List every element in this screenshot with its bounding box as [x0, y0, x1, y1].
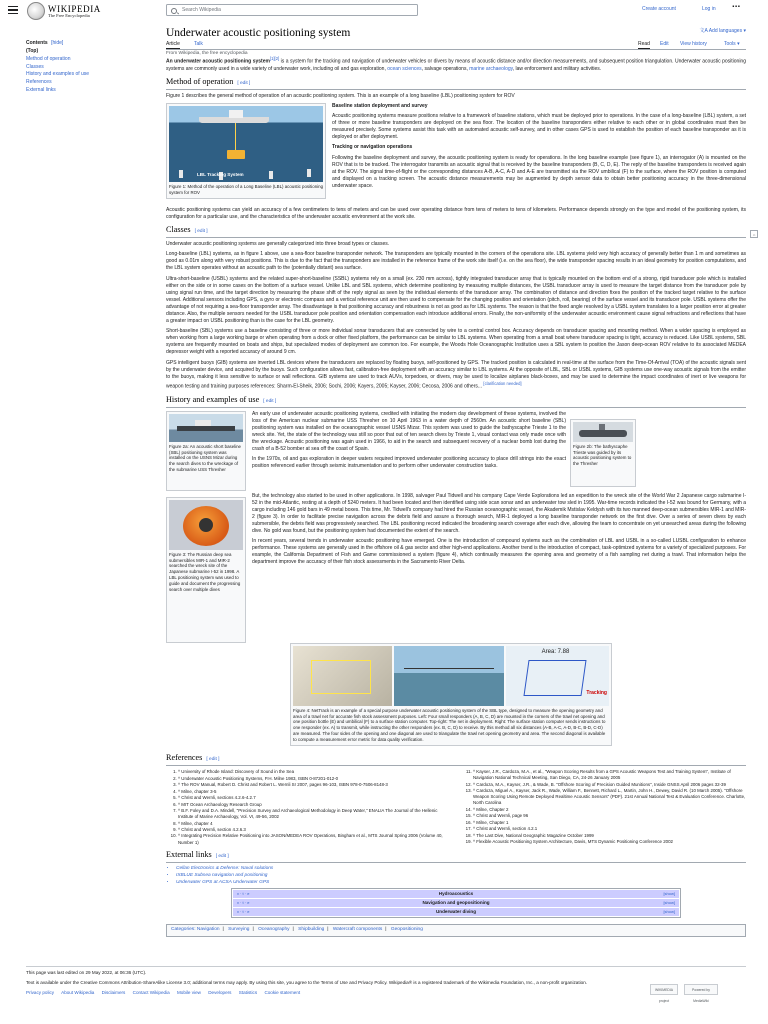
history-paragraph-2: In the 1970s, oil and gas exploration in deeper waters required improved underwater positioning accuracy to place drill strings into the exact position referenced earlier through seismic instrumentation and to perform other underwater construction tasks. — [252, 456, 566, 470]
navbox-title: Navigation and geopositioning — [422, 900, 490, 906]
history-col-1 — [252, 411, 566, 474]
footer-links — [26, 990, 746, 997]
reference-item: 5. ^ Christ and Wernli, sections 4.2.6-4.2.7 — [178, 795, 451, 801]
lead-text-2: , salvage operations, — [421, 65, 470, 72]
login-link[interactable]: Log in — [702, 6, 716, 12]
tab-talk[interactable]: Talk — [194, 41, 203, 47]
method-heading-text: Method of operation — [166, 76, 234, 86]
figure-3-image[interactable] — [169, 500, 243, 550]
expand-sidebar-icon[interactable]: ⇔ — [752, 232, 756, 237]
search-placeholder: Search Wikipedia — [182, 6, 221, 13]
search-input[interactable] — [166, 4, 418, 16]
reference-item: 17. ^ Christ and Wernli, section 4.2.1 — [473, 826, 746, 832]
footer-link[interactable]: About Wikipedia — [61, 990, 95, 996]
reference-item: 9. ^ Christ and Wernli, section 4.2.6.3 — [178, 827, 451, 833]
edit-section-link[interactable]: [ edit ] — [215, 854, 229, 860]
history-block — [166, 411, 746, 643]
history-heading-text: History and examples of use — [166, 394, 260, 404]
method-paragraph-4: Acoustic positioning systems can yield an accuracy of a few centimeters to tens of meters and can be used over operating distance from tens of meters to tens of kilometers. Performance depends strongly on the type and model of the positioning system, its configuration for a particular use, and the characteristics of the underwater acoustic environment at the work site. — [166, 206, 746, 221]
transponder-e — [307, 169, 311, 177]
footer-license: Text is available under the Creative Commons Attribution-ShareAlike License 3.0; additional terms may apply. By using this site, you agree to the Terms of Use and Privacy Policy. Wikipedia® is a registered trademark of the Wikimedia Foundation, Inc., a non-profit organization. — [26, 979, 588, 985]
figure-4-deploy-image[interactable] — [394, 646, 503, 706]
figure-1-image[interactable] — [169, 106, 323, 182]
reference-item: 6. ^ MIT Ocean Archaeology Research Group — [178, 802, 451, 808]
wikipedia-tagline: The Free Encyclopedia — [48, 13, 90, 18]
mir-viewport — [199, 518, 213, 532]
figure-1-caption: Figure 1: Method of the operation of a Long Baseline (LBL) acoustic positioning system for ROV — [169, 183, 324, 195]
external-heading-text: External links — [166, 850, 212, 860]
figure-2b-caption: Figure 2b: The bathyscaphe Trieste was guided by its acoustic positioning system to the Thresher — [573, 443, 632, 467]
reference-item: 19. ^ Flexible Acoustic Positioning System Architecture, Davis, MTS Dynamic Positioning Conference 2002 — [473, 839, 746, 845]
classes-sbl: Short-baseline (SBL) systems use a baseline consisting of three or more individual sonar transducers that are connected by wire to a central control box. Accuracy depends on transducer spacing and mounting method. When a wider spacing is employed as when working from a large working barge or when operating from a dock or other fixed platform, the performance can be similar to LBL systems. When operating from a small boat where transducer spacing is tight, accuracy is reduced. Like USBL systems, SBL systems are frequently mounted on boats and ships, but specialized modes of deployment are common too. For example, the Woods Hole Oceanographic Institution uses a SBL system to position the Jason deep-ocean ROV relative to its associated MEDEA depressor weight with a reported accuracy of around 9 cm. — [166, 328, 746, 356]
navbox-show-button[interactable]: [show] — [663, 909, 675, 915]
reference-item: 3. ^ The ROV Manual, Robert D. Christ and Robert L. Wernli Sr 2007, pages 96-103, ISBN 978-0-7506-8148-3 — [178, 782, 451, 788]
toc-item-method[interactable]: Method of operation — [26, 55, 71, 62]
toc-item-top[interactable]: (Top) — [26, 48, 39, 55]
history-col-2 — [252, 493, 746, 570]
figure-4 — [290, 643, 612, 747]
figure-4-screen-image[interactable] — [506, 646, 609, 706]
net-opening — [311, 660, 371, 694]
lead-term: An underwater acoustic positioning system — [166, 58, 270, 65]
reference-item: 8. ^ Milne, chapter 4 — [178, 821, 451, 827]
tab-edit[interactable]: Edit — [660, 41, 669, 47]
edit-section-link[interactable]: [ edit ] — [206, 757, 220, 763]
navbox-vte[interactable]: v · t · e — [237, 891, 250, 897]
lead-text-1: is a system for the tracking and navigation of underwater vehicles or divers by means of acoustic distance and/or direction measurements, and subsequent position triangulation. Underwater acoustic positioning systems are commonly used in a wide variety of underwater work, including oil and gas exploration, — [166, 58, 746, 72]
classes-usbl: Ultra-short-baseline (USBL) systems and the related super-short-baseline (SSBL) systems rely on a small (ex. 230 mm across), tightly integrated transducer array that is typically mounted on the bottom end of a strong, rigid transducer pole which is installed either on the side or in some cases on the bottom of a surface vessel. Unlike LBL and SBL systems, which determine positioning by measuring multiple distances, the USBL transducer array is used to measure the target distance from the transducer pole by using signal run time, and the target direction by measuring the phase shift of the reply signal as seen by the individual elements of the transducer array. The combination of distance and direction fixes the position of the tracked target relative to the surface vessel. Additional sensors including GPS, a gyro or electronic compass and a vertical reference unit are then used to compensate for the changing position and orientation (pitch, roll, bearing) of the surface vessel and its transducer pole. USBL systems offer the advantage of not requiring a sea-floor transponder array. The disadvantage is that positioning accuracy and robustness is not as good as for LBL systems. The reason is that the fixed angle resolved by a USBL system translates to a larger position error at greater distance. Also, the multiple sensors needed for the USBL transducer pole position and orientation compensation each introduce additional errors. Finally, the non-uniformity of the underwater acoustic environment cause signal refractions and reflections that have a greater impact on USBL positioning than is the case for the LBL geometry. — [166, 275, 746, 325]
tab-article[interactable]: Article — [166, 41, 180, 49]
references-heading-text: References — [166, 753, 203, 763]
references-column-right — [461, 769, 746, 846]
navbox-hydroacoustics[interactable] — [233, 890, 679, 898]
article-body — [166, 58, 746, 937]
lead-paragraph — [166, 56, 746, 73]
create-account-link[interactable]: Create account — [642, 6, 676, 12]
mizar-superstructure — [195, 420, 211, 426]
figure-3 — [166, 497, 246, 643]
reference-item: 11. ^ Kayser, J.R., Cardoza, M.A., et al., "Weapon Scoring Results from a GPS Acoustic Weapons Test and Training System", Institute of Navigation National Technical Meeting, San Diego, CA, 24-26 January 2005 — [473, 769, 746, 781]
navbox-title: Underwater diving — [435, 909, 477, 915]
reference-item: 4. ^ Milne, chapter 3-5 — [178, 789, 451, 795]
category-link[interactable]: Geopositioning — [390, 927, 423, 933]
figure-2a — [166, 411, 246, 491]
area-readout: Area: 7.88 — [541, 648, 570, 655]
wikimedia-logo[interactable]: WIKIMEDIA project — [650, 984, 678, 995]
reference-item: 15. ^ Christ and Wernli, page 96 — [473, 813, 746, 819]
method-subhead-1: Baseline station deployment and survey — [332, 102, 428, 109]
navbox-group — [231, 888, 681, 918]
method-paragraph-2: Acoustic positioning systems measure positions relative to a framework of baseline stations, which must be deployed prior to operations. In the case of a long-baseline (LBL) system, a set of three or more baseline transponders are deployed on the sea floor. The location of the baseline transponders either relative to each other or in global coordinates must then be measured precisely. Some systems assist this task with an automated acoustic self-survey, and in other cases GPS is used to establish the position of each baseline transponder as it is deployed or after deployment. — [332, 113, 746, 141]
section-heading-references — [166, 752, 746, 766]
transponder-b — [179, 170, 183, 178]
triangulation-quad — [523, 660, 586, 696]
ellipsis-icon[interactable]: ⋯ — [732, 2, 740, 11]
figure-2b-image[interactable] — [573, 422, 633, 442]
reference-item: 7. ^ B.F. Foley and D.A. Mindell, "Precision Survey and Archaeological Methodology in Deep Water," ENALIA The Journal of the Hellenic Institute of Marine Archaeology, Vol. VI, 49-56, 2002 — [178, 808, 451, 820]
footer-last-edited: This page was last edited on 29 May 2022, at 06:36 (UTC). — [26, 966, 746, 977]
page-footer — [26, 966, 746, 1003]
category-link[interactable]: Surveying — [228, 927, 250, 933]
external-link-3[interactable]: • Underwater GPS at ACSA Underwater GPS — [176, 880, 746, 887]
footer-link[interactable]: Contact Wikipedia — [132, 990, 170, 996]
navbox-vte[interactable]: v · t · e — [237, 909, 250, 915]
section-heading-classes — [166, 224, 746, 238]
footer-link[interactable]: Privacy policy — [26, 990, 55, 996]
transponder-d — [269, 171, 273, 179]
history-paragraph-3: But, the technology also started to be used in other applications. In 1998, salvager Paul Tidwell and his company Cape Verde Explorations led an expedition to the wreck site of the World War 2 Japanese cargo submarine I-52 in the mid-Atlantic, resting at a depth of 5240 meters. It had been located and then identified using side scan sonar and an underwater tow sled in 1995. War-time records indicated the I-52 was bound for Germany, with a cargo including 146 gold bars in 49 metal boxes. This time, Mr. Tidwell's company had hired the Russian oceanographic vessel, the Akademik Mstislav Keldysh with its two manned deep-ocean submersibles MIR-1 and MIR-2 (figure 3). In order to facilitate precise navigation across the debris field and assure a thorough search, MIR-1 deployed a long baseline transponder network on the first dive. Over a series of seven dives by each submersible, the debris field was progressively searched. The LBL positioning record indicated the broadening search coverage after each dive, allowing the team to concentrate on yet unsearched areas during the following dive. No gold was found, but the positioning system had documented the extent of the search. — [252, 492, 746, 535]
edit-section-link[interactable]: [ edit ] — [237, 80, 251, 86]
toc-item-classes[interactable]: Classes — [26, 63, 44, 70]
categories-label[interactable]: Categories: — [171, 927, 196, 933]
classes-gib — [166, 360, 746, 391]
history-paragraph-4: In recent years, several trends in underwater acoustic positioning have emerged. One is the introduction of compound systems such as the combination of LBL and USBL in a so-called LUSBL configuration to enhance performance. These systems are generally used in the offshore oil & gas sector and other high-end applications. Another trend is the introduction of compact, task-optimized systems for a variety of specialized purposes. For example, the California Department of Fish and Game commissioned a system (figure 4), which continually measures the opening area and geometry of a fish sampling net during a trawl. That information helps the department improve the accuracy of their fish stock assessments in the Sacramento River Delta. — [252, 538, 746, 566]
method-subhead-2: Tracking or navigation operations — [332, 144, 413, 151]
toc-item-history[interactable]: History and examples of use — [26, 71, 90, 78]
footer-link[interactable]: Cookie statement — [264, 990, 301, 996]
search-icon — [171, 8, 177, 14]
section-heading-history — [166, 394, 746, 408]
link-marine-archaeology[interactable]: marine archaeology — [469, 65, 513, 72]
figure-4-caption: Figure 4: NetTrack is an example of a special purpose underwater acoustic positioning system of the SBL type, designed to measure the opening geometry and area of a trawl net for accurate fish stock assessment purposes. Left: Four small responders (A, B, C, D) are mounted in the corners of the trawl net opening and one position bottle (E) and umbilical (F) to a surface station computer. Top-right: The net in deployment. Right: The surface station computer sends instructions to one responder (ex. A) to transmit, while instructing the other responders (ex. B, C, D) to receive. By this method all six distances (A-B, A-C, A-D, B-C, B-D, C-D) are measured. The four sides of the opening and one diagonal are used to triangulate the trawl net opening geometry and area. The second diagonal is available to compute a measurement error metric for data quality verification. — [293, 707, 606, 743]
site-header — [0, 0, 768, 22]
tracking-label: Tracking — [586, 689, 607, 696]
method-text-col — [332, 103, 746, 193]
rov-shape — [227, 150, 245, 159]
figure-2a-image[interactable] — [169, 414, 243, 442]
wikipedia-wordmark[interactable]: WIKIPEDIA — [48, 4, 101, 14]
toc-item-references[interactable]: References — [26, 78, 52, 85]
navbox-navigation[interactable] — [233, 899, 679, 907]
lead-ref[interactable]: [1][2] — [269, 56, 280, 61]
figure-3-caption: Figure 3: The Russian deep sea submersibles MIR-1 and MIR-2 searched the wreck site of the Japanese submarine I-52 in 1998. A LBL positioning system was used to guide and document the progressing search over multiple dives — [169, 551, 241, 593]
classes-lbl: Long-baseline (LBL) systems, as in figure 1 above, use a sea-floor baseline transponder network. The transponders are typically mounted in the corners of the operations site. LBL systems yield very high accuracy of generally better than 1 m and sometimes as good as 0.01m along with very robust positions. This is due to the fact that the transponders are installed in the reference frame of the work site itself (i.e. on the sea floor), the wide transponder spacing results in an ideal geometry for position computations, and the LBL system operates without an acoustic path to the (potentially distant) sea surface. — [166, 251, 746, 272]
add-languages-button[interactable]: 文A Add languages ▾ — [699, 28, 746, 34]
toc-item-external[interactable]: External links — [26, 86, 56, 93]
mizar-hull — [177, 426, 235, 431]
reference-item: 13. ^ Cardoza, Miguel A., Kayser, Jack R., Wade, William F., Bennett, Richard L., Martin, John H., Dewey, David R. (10 March 2005). "Offshore Weapon Scoring Using Remote Deployed Realtime Acoustic Sensors" (PDF). 21st Annual National Test & Evaluation Conference. Charlotte, North Carolina — [473, 788, 746, 806]
toc-title: Contents — [26, 40, 48, 46]
umbilical-line — [235, 123, 236, 153]
reference-item: 12. ^ Cardoza, M.A., Kayser, J.R., & Wade, B. "Offshore Scoring of Precision Guided Munitions", Inside GNSS April 2006 pages 32-39 — [473, 782, 746, 788]
classes-gib-text: GPS intelligent buoys (GIB) systems are inverted LBL devices where the transducers are replaced by floating buoys, self-positioned by GPS. The tracked position is calculated in real-time at the surface from the Time-Of-Arrival (TOA) of the acoustic signals sent by the underwater device, and acquired by the buoys. Such configuration allows fast, calibration-free deployment with an accuracy similar to LBL systems. At the opposite of LBL, SBL or USBL systems, GIB systems use one-way acoustic signals from the emitter to the buoys, making it less sensitive to surface or wall reflections. GIB systems are used to track AUVs, torpedoes, or divers, may be used to localize airplanes black-boxes, and may be used to determine the impact coordinates of inert or live weapons for weapon testing and training purposes references: Sharm-El-Sheik, 2006; Sochi, 2006; Kayers, 2005; Kayser, 2006; Cecosa, 2006 and others... — [166, 359, 746, 390]
page-tabs — [166, 41, 746, 50]
history-paragraph-1: An early use of underwater acoustic positioning systems, credited with initiating the modern day development of these systems, involved the loss of the American nuclear submarine USS Thresher on 10 April 1963 in a water depth of 2560m. An acoustic short baseline (SBL) positioning system was installed on the oceanographic vessel USNS Mizar. This system was used to guide the bathyscaphe Trieste 1 to the wreck site. Yet, the state of the technology was still so poor that out of ten search dives by Trieste 1, visual contact was only made once with the wreckage. Acoustic positioning was again used in 1966, to aid in the search and subsequent recovery of a nuclear bomb lost during the crash of a B-52 bomber at sea off the coast of Spain. — [252, 410, 566, 453]
categories-bar: Categories: Navigation | Surveying | Oceanography | Shipbuilding | Watercraft components | Geopositioning — [166, 924, 746, 937]
reference-item: 16. ^ Milne, Chapter 1 — [473, 820, 746, 826]
trieste-tower — [599, 424, 605, 430]
tab-tools-label: Tools — [724, 41, 736, 47]
figure-4-images — [293, 646, 609, 706]
add-languages-label: Add languages — [708, 28, 743, 34]
category-link[interactable]: Watercraft components — [332, 927, 383, 933]
edit-section-link[interactable]: [ edit ] — [263, 398, 277, 404]
classes-heading-text: Classes — [166, 225, 191, 235]
section-heading-method — [166, 76, 746, 90]
reference-item: 1. ^ University of Rhode Island: Discovery of Sound in the Sea — [178, 769, 451, 775]
trieste-hull — [579, 430, 627, 437]
category-link[interactable]: Shipbuilding — [298, 927, 325, 933]
clarification-needed-link[interactable]: [clarification needed] — [483, 380, 522, 386]
lead-text-3: , law enforcement and military activities. — [512, 65, 602, 72]
hamburger-menu-icon[interactable] — [8, 4, 18, 14]
figure-2a-caption: Figure 2a: An acoustic short baseline (SBL) positioning system was installed on the USNS Mizar during the search dives to the wreckage of the submarine USS Thresher — [169, 443, 241, 473]
wikipedia-globe-logo[interactable] — [27, 2, 45, 20]
ship-bridge — [229, 110, 243, 118]
section-heading-external — [166, 849, 746, 863]
reference-item: 2. ^ Underwater Acoustic Positioning Systems, P.H. Milne 1983, ISBN 0-87201-012-0 — [178, 776, 451, 782]
link-ocean-sciences[interactable]: ocean sciences — [387, 65, 422, 72]
footer-link[interactable]: Mobile view — [176, 990, 201, 996]
method-block — [166, 103, 746, 207]
reference-item: 10. ^ Integrating Precision Relative Positioning into JASON/MEDEA ROV Operations, Bingham et al., MTS Journal Spring 2006 (Volume 40, Number 1) — [178, 833, 451, 845]
footer-link[interactable]: Developers — [208, 990, 232, 996]
tab-read[interactable]: Read — [638, 41, 650, 49]
navbox-vte[interactable]: v · t · e — [237, 900, 250, 906]
figure-1 — [166, 103, 326, 199]
footer-link[interactable]: Statistics — [238, 990, 258, 996]
footer-link[interactable]: Disclaimers — [101, 990, 126, 996]
page-title: Underwater acoustic positioning system — [166, 27, 351, 39]
toc-hide-toggle[interactable]: [hide] — [51, 40, 64, 46]
external-link-2[interactable]: • IXBLUE Subsea navigation and positioning — [176, 873, 746, 880]
tab-tools[interactable]: Tools ▾ — [724, 41, 740, 47]
references-list — [166, 769, 746, 846]
tab-history[interactable]: View history — [680, 41, 707, 47]
figure-2b — [570, 419, 636, 487]
navbox-diving[interactable] — [233, 908, 679, 916]
figure-1-label: LBL Tracking System — [197, 171, 244, 177]
navbox-title: Hydroacoustics — [438, 891, 474, 897]
language-icon: 文A — [699, 28, 709, 34]
reference-item: 18. ^ The Last Dive, National Geographic Magazine October 1999 — [473, 833, 746, 839]
method-intro: Figure 1 describes the general method of operation of an acoustic positioning system. This is an example of a long baseline (LBL) positioning system for ROV — [166, 92, 515, 99]
trawl-line — [404, 668, 494, 669]
page-subtitle: From Wikipedia, the free encyclopedia — [166, 51, 248, 56]
mediawiki-logo[interactable]: Powered by MediaWiki — [684, 984, 718, 995]
table-of-contents — [26, 40, 144, 94]
category-link[interactable]: Oceanography — [258, 927, 290, 933]
references-column-left — [166, 769, 451, 846]
external-links-list — [166, 866, 746, 886]
article-main — [166, 26, 746, 933]
classes-intro: Underwater acoustic positioning systems are generally categorized into three broad types or classes. — [166, 241, 390, 248]
category-link[interactable]: Navigation — [196, 927, 220, 933]
edit-section-link[interactable]: [ edit ] — [194, 229, 208, 235]
external-link-1[interactable]: • Cellan Electronics & Defense: Naval solutions — [176, 866, 746, 873]
navbox-show-button[interactable]: [show] — [663, 891, 675, 897]
figure-4-net-image[interactable] — [293, 646, 392, 706]
method-paragraph-3: Following the baseline deployment and survey, the acoustic positioning system is ready for operations. In the long baseline example (see figure 1), an interrogator (A) is mounted on the ROV that is to be tracked. The interrogator transmits an acoustic signal that is received by the baseline transponders (B, C, D, E). The reply of the baseline transponders is received again at the ROV. The signal time-of-flight or the corresponding distances A-B, A-C, A-D and A-E are transmitted via the ROV umbilical (F) to the surface, where the ROV position is computed and displayed on a tracking screen. The acoustic distance measurements may be augmented by depth sensor data to obtain better positioning accuracy in the three-dimensional underwater space. — [332, 154, 746, 189]
reference-item: 14. ^ Milne, Chapter 2 — [473, 807, 746, 813]
navbox-show-button[interactable]: [show] — [663, 900, 675, 906]
